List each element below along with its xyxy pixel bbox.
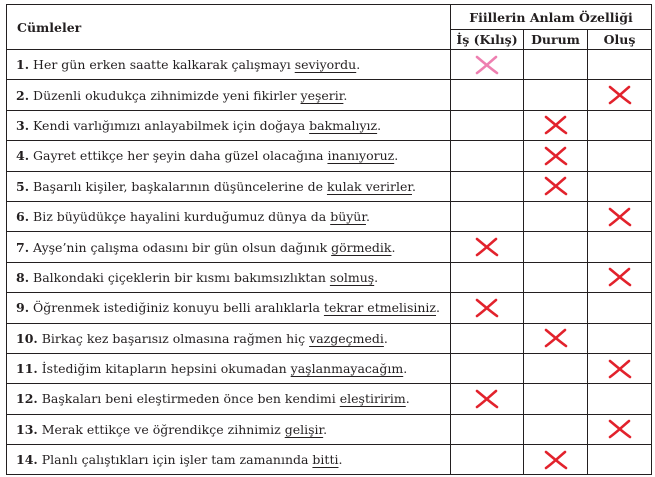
sentence-punctuation: . bbox=[338, 452, 343, 468]
sentence-punctuation: . bbox=[403, 361, 408, 377]
underlined-verb: gelişir bbox=[284, 421, 324, 437]
mark-cell-action bbox=[451, 50, 524, 80]
sentence-cell bbox=[7, 201, 451, 231]
sentence-text: Düzenli okudukça zihnimizde yeni fikirler bbox=[33, 87, 301, 103]
table-row bbox=[7, 323, 652, 353]
sentence-cell bbox=[7, 323, 451, 353]
sentence-number: 11. bbox=[16, 361, 38, 377]
mark-cell-process bbox=[588, 353, 652, 383]
cross-mark-icon bbox=[607, 419, 633, 439]
sentence-punctuation: . bbox=[374, 269, 379, 285]
underlined-verb: inanıyoruz bbox=[327, 148, 395, 164]
mark-cell-state bbox=[524, 80, 588, 110]
mark-cell-process bbox=[588, 201, 652, 231]
sentence-number: 2. bbox=[16, 87, 30, 103]
underlined-verb: tekrar etmelisiniz bbox=[323, 300, 437, 316]
sentence-punctuation: . bbox=[383, 330, 388, 346]
sentences-header: Cümleler bbox=[7, 5, 451, 50]
verb-meaning-table bbox=[6, 4, 652, 475]
cross-mark-icon bbox=[543, 115, 569, 135]
sentence-cell bbox=[7, 141, 451, 171]
table-row bbox=[7, 232, 652, 262]
table-row bbox=[7, 171, 652, 201]
mark-cell-state bbox=[524, 232, 588, 262]
underlined-verb: kulak verirler bbox=[326, 178, 412, 194]
cross-mark-icon bbox=[607, 267, 633, 287]
mark-cell-state bbox=[524, 141, 588, 171]
sentence-text: Biz büyüdükçe hayalini kurduğumuz dünya da bbox=[33, 209, 331, 225]
sentence-number: 10. bbox=[16, 330, 38, 346]
table-row bbox=[7, 353, 652, 383]
mark-cell-action bbox=[451, 445, 524, 475]
table-row bbox=[7, 141, 652, 171]
mark-cell-process bbox=[588, 414, 652, 444]
action-column-header: İş (Kılış) bbox=[451, 30, 524, 50]
cross-mark-icon bbox=[474, 237, 500, 257]
sentence-punctuation: . bbox=[377, 117, 382, 133]
sentence-number: 13. bbox=[16, 421, 38, 437]
mark-cell-state bbox=[524, 110, 588, 140]
underlined-verb: yeşerir bbox=[300, 87, 344, 103]
sentence-text: Ayşe’nin çalışma odasını bir gün olsun dağınık bbox=[33, 239, 332, 255]
cross-mark-icon bbox=[543, 176, 569, 196]
underlined-verb: eleştiririm bbox=[339, 391, 406, 407]
table-row bbox=[7, 201, 652, 231]
sentence-cell bbox=[7, 414, 451, 444]
sentence-number: 4. bbox=[16, 148, 30, 164]
sentence-cell bbox=[7, 50, 451, 80]
sentence-punctuation: . bbox=[391, 239, 396, 255]
sentence-punctuation: . bbox=[365, 209, 370, 225]
underlined-verb: yaşlanmayacağım bbox=[290, 361, 404, 377]
table-row bbox=[7, 414, 652, 444]
sentence-text: Öğrenmek istediğiniz konuyu belli aralıklarla bbox=[33, 300, 324, 316]
sentence-cell bbox=[7, 293, 451, 323]
mark-cell-state bbox=[524, 50, 588, 80]
mark-cell-process bbox=[588, 323, 652, 353]
mark-cell-process bbox=[588, 110, 652, 140]
sentence-cell bbox=[7, 445, 451, 475]
underlined-verb: solmuş bbox=[329, 269, 375, 285]
sentence-text: Gayret ettikçe her şeyin daha güzel olacağına bbox=[33, 148, 328, 164]
sentence-text: Başarılı kişiler, başkalarının düşüncelerine de bbox=[33, 178, 327, 194]
sentence-text: Merak ettikçe ve öğrendikçe zihnimiz bbox=[41, 421, 285, 437]
sentence-number: 8. bbox=[16, 269, 30, 285]
cross-mark-icon bbox=[607, 359, 633, 379]
sentence-text: Planlı çalıştıkları için işler tam zamanında bbox=[41, 452, 313, 468]
cross-mark-icon bbox=[474, 55, 500, 75]
sentence-cell bbox=[7, 80, 451, 110]
mark-cell-action bbox=[451, 171, 524, 201]
cross-mark-icon bbox=[474, 389, 500, 409]
sentence-number: 1. bbox=[16, 57, 30, 73]
sentence-text: Başkaları beni eleştirmeden önce ben kendimi bbox=[41, 391, 340, 407]
sentence-number: 9. bbox=[16, 300, 30, 316]
cross-mark-icon bbox=[543, 146, 569, 166]
underlined-verb: bakmalıyız bbox=[309, 117, 378, 133]
mark-cell-process bbox=[588, 232, 652, 262]
sentence-number: 5. bbox=[16, 178, 30, 194]
table-row bbox=[7, 384, 652, 414]
sentence-punctuation: . bbox=[394, 148, 399, 164]
sentence-text: İstediğim kitapların hepsini okumadan bbox=[41, 361, 291, 377]
underlined-verb: bitti bbox=[312, 452, 339, 468]
mark-cell-state bbox=[524, 293, 588, 323]
table-row bbox=[7, 262, 652, 292]
underlined-verb: büyür bbox=[330, 209, 366, 225]
mark-cell-state bbox=[524, 262, 588, 292]
mark-cell-process bbox=[588, 384, 652, 414]
sentence-punctuation: . bbox=[343, 87, 348, 103]
mark-cell-action bbox=[451, 262, 524, 292]
mark-cell-action bbox=[451, 353, 524, 383]
sentence-cell bbox=[7, 171, 451, 201]
mark-cell-action bbox=[451, 110, 524, 140]
state-column-header: Durum bbox=[524, 30, 588, 50]
sentence-number: 12. bbox=[16, 391, 38, 407]
mark-cell-process bbox=[588, 80, 652, 110]
sentence-cell bbox=[7, 110, 451, 140]
sentence-cell bbox=[7, 232, 451, 262]
process-column-header: Oluş bbox=[588, 30, 652, 50]
mark-cell-process bbox=[588, 262, 652, 292]
sentence-punctuation: . bbox=[436, 300, 440, 316]
sentence-number: 6. bbox=[16, 209, 30, 225]
mark-cell-action bbox=[451, 232, 524, 262]
cross-mark-icon bbox=[474, 298, 500, 318]
mark-cell-state bbox=[524, 171, 588, 201]
table-row bbox=[7, 50, 652, 80]
table-row bbox=[7, 293, 652, 323]
mark-cell-process bbox=[588, 50, 652, 80]
mark-cell-process bbox=[588, 171, 652, 201]
mark-cell-process bbox=[588, 445, 652, 475]
mark-cell-state bbox=[524, 445, 588, 475]
mark-cell-state bbox=[524, 353, 588, 383]
sentence-punctuation: . bbox=[411, 178, 416, 194]
mark-cell-action bbox=[451, 323, 524, 353]
mark-cell-state bbox=[524, 384, 588, 414]
mark-cell-action bbox=[451, 201, 524, 231]
sentence-text: Balkondaki çiçeklerin bir kısmı bakımsızlıktan bbox=[33, 269, 330, 285]
cross-mark-icon bbox=[543, 450, 569, 470]
sentence-punctuation: . bbox=[405, 391, 410, 407]
cross-mark-icon bbox=[543, 328, 569, 348]
table-row bbox=[7, 445, 652, 475]
mark-cell-state bbox=[524, 201, 588, 231]
mark-cell-action bbox=[451, 141, 524, 171]
sentence-cell bbox=[7, 262, 451, 292]
cross-mark-icon bbox=[607, 85, 633, 105]
sentence-number: 14. bbox=[16, 452, 38, 468]
sentence-cell bbox=[7, 353, 451, 383]
mark-cell-state bbox=[524, 414, 588, 444]
mark-cell-process bbox=[588, 293, 652, 323]
cross-mark-icon bbox=[607, 207, 633, 227]
mark-cell-action bbox=[451, 80, 524, 110]
mark-cell-process bbox=[588, 141, 652, 171]
sentence-punctuation: . bbox=[356, 57, 361, 73]
sentence-text: Birkaç kez başarısız olmasına rağmen hiç bbox=[41, 330, 310, 346]
underlined-verb: seviyordu bbox=[294, 57, 357, 73]
table-row bbox=[7, 110, 652, 140]
mark-cell-action bbox=[451, 414, 524, 444]
sentence-number: 3. bbox=[16, 117, 30, 133]
underlined-verb: vazgeçmedi bbox=[309, 330, 384, 346]
sentence-number: 7. bbox=[16, 239, 30, 255]
table-row bbox=[7, 80, 652, 110]
mark-cell-state bbox=[524, 323, 588, 353]
mark-cell-action bbox=[451, 384, 524, 414]
sentence-cell bbox=[7, 384, 451, 414]
underlined-verb: görmedik bbox=[331, 239, 392, 255]
sentence-punctuation: . bbox=[323, 421, 328, 437]
sentence-text: Her gün erken saatte kalkarak çalışmayı bbox=[33, 57, 295, 73]
sentence-text: Kendi varlığımızı anlayabilmek için doğaya bbox=[33, 117, 310, 133]
verb-meaning-header: Fiillerin Anlam Özelliği bbox=[451, 5, 652, 30]
mark-cell-action bbox=[451, 293, 524, 323]
